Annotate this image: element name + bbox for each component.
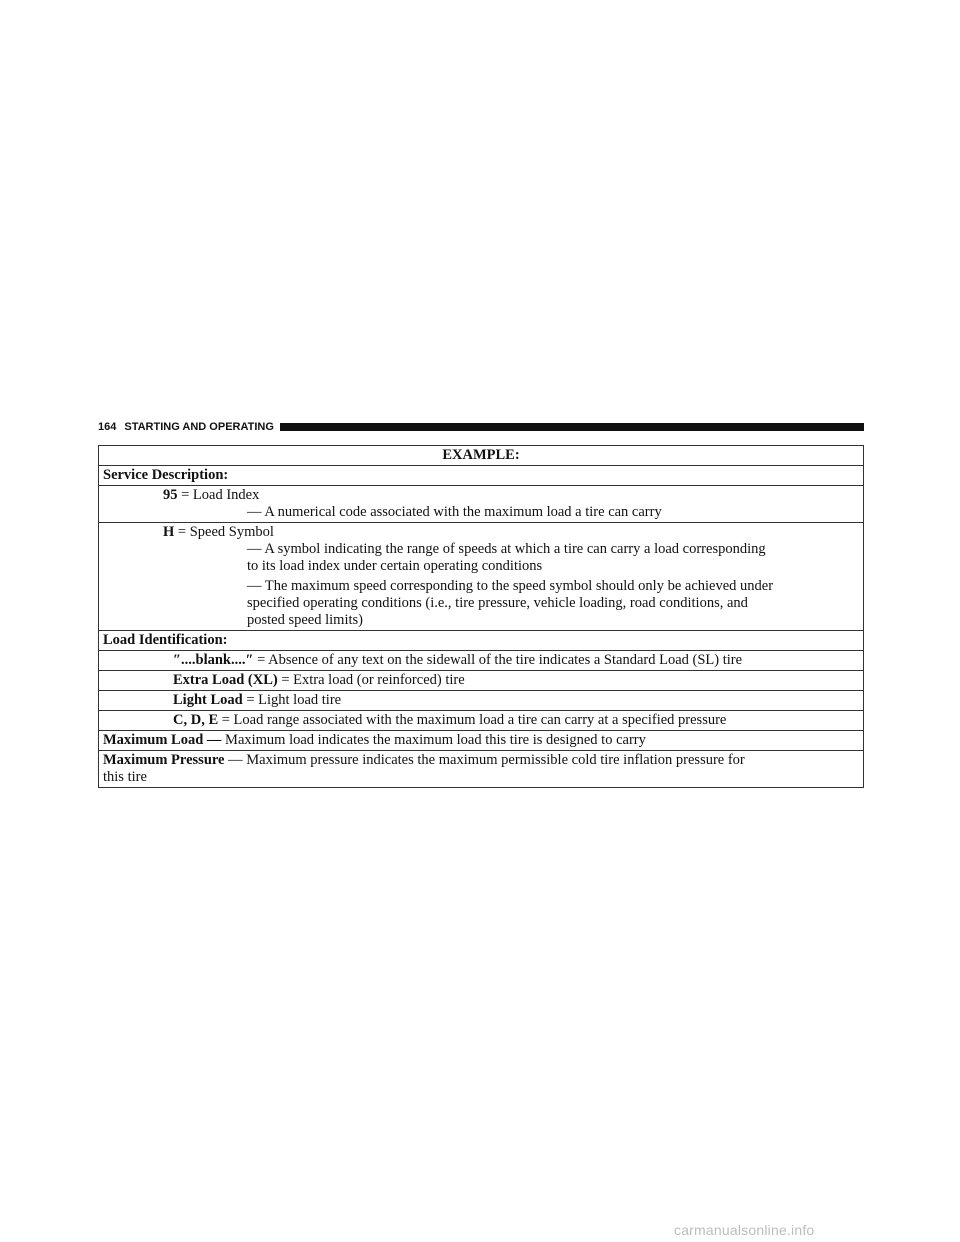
speed-symbol-description-2: — The maximum speed corresponding to the speed symbol should only be achieved under xyxy=(247,578,774,594)
tire-example-table xyxy=(98,445,864,788)
speed-symbol-text: = Speed Symbol xyxy=(174,524,274,540)
site-watermark: carmanualsonline.info xyxy=(674,1222,815,1238)
extra-load-row xyxy=(99,670,863,690)
speed-symbol-description-1b: to its load index under certain operating conditions xyxy=(247,558,543,574)
maximum-pressure-text: — Maximum pressure indicates the maximum permissible cold tire inflation pressure for xyxy=(224,752,745,768)
load-range-code: C, D, E xyxy=(173,712,219,728)
page-header xyxy=(98,420,864,434)
light-load-text: = Light load tire xyxy=(242,692,342,708)
table-title: EXAMPLE: xyxy=(442,447,520,463)
speed-symbol-code: H xyxy=(163,524,175,540)
load-index-code: 95 xyxy=(163,487,178,503)
extra-load-text: = Extra load (or reinforced) tire xyxy=(277,672,465,688)
blank-load-code: ″....blank....″ xyxy=(173,652,254,668)
speed-symbol-description-2b: specified operating conditions (i.e., tire pressure, vehicle loading, road conditions, and xyxy=(247,595,748,611)
header-rule xyxy=(280,423,864,431)
service-description-label: Service Description: xyxy=(99,465,863,485)
speed-symbol-description-2c: posted speed limits) xyxy=(247,612,363,628)
maximum-pressure-text-2: this tire xyxy=(103,769,147,785)
speed-symbol-description-1: — A symbol indicating the range of speeds at which a tire can carry a load corresponding xyxy=(247,541,766,557)
maximum-load-row xyxy=(99,730,863,750)
maximum-load-text: Maximum load indicates the maximum load this tire is designed to carry xyxy=(221,732,646,748)
speed-symbol-row xyxy=(99,522,863,630)
page-number: 164 xyxy=(98,421,117,433)
load-index-row xyxy=(99,485,863,522)
load-index-text: = Load Index xyxy=(177,487,260,503)
section-title: STARTING AND OPERATING xyxy=(124,421,274,433)
light-load-code: Light Load xyxy=(173,692,243,708)
extra-load-code: Extra Load (XL) xyxy=(173,672,278,688)
load-index-description: — A numerical code associated with the maximum load a tire can carry xyxy=(247,504,662,520)
load-range-row xyxy=(99,710,863,730)
blank-load-text: = Absence of any text on the sidewall of the tire indicates a Standard Load (SL) tire xyxy=(253,652,743,668)
load-range-text: = Load range associated with the maximum load a tire can carry at a specified pressure xyxy=(218,712,727,728)
light-load-row xyxy=(99,690,863,710)
maximum-pressure-label: Maximum Pressure xyxy=(103,752,225,768)
blank-load-row xyxy=(99,650,863,670)
load-identification-label: Load Identification: xyxy=(99,630,863,650)
maximum-load-label: Maximum Load — xyxy=(103,732,222,748)
maximum-pressure-row xyxy=(99,750,863,787)
